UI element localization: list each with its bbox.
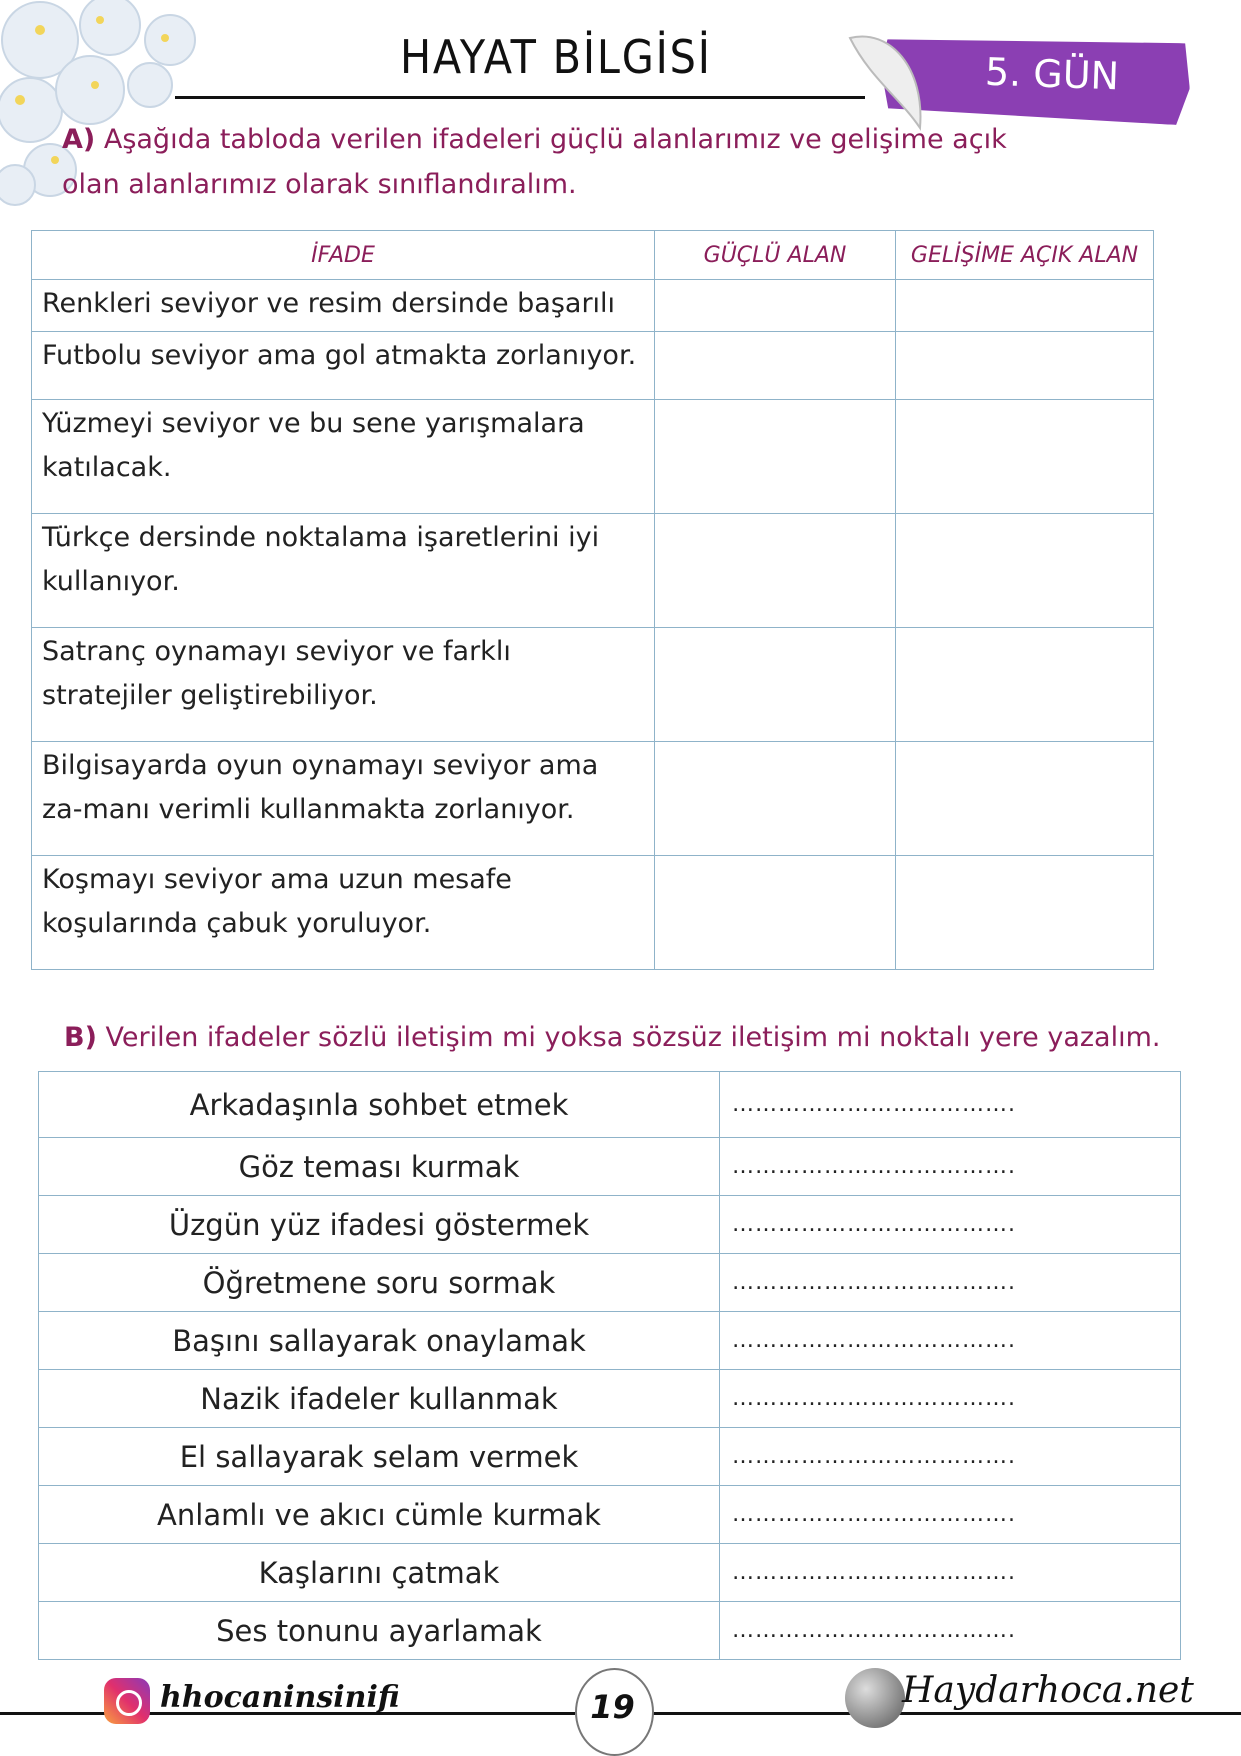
strong-answer-cell[interactable]	[655, 628, 896, 742]
section-a-instruction	[62, 117, 1012, 207]
communication-item: Göz teması kurmak	[39, 1138, 720, 1196]
communication-item: Üzgün yüz ifadesi göstermek	[39, 1196, 720, 1254]
table-row	[32, 280, 1154, 332]
table-row	[39, 1428, 1181, 1486]
expression-cell: Renkleri seviyor ve resim dersinde başarılı	[32, 280, 655, 332]
expression-cell: Koşmayı seviyor ama uzun mesafe koşularında çabuk yoruluyor.	[32, 856, 655, 970]
table-row	[32, 856, 1154, 970]
answer-blank[interactable]: ……………………………….	[720, 1312, 1181, 1370]
answer-blank[interactable]: ……………………………….	[720, 1138, 1181, 1196]
strong-answer-cell[interactable]	[655, 400, 896, 514]
table-row	[32, 332, 1154, 400]
communication-item: Kaşlarını çatmak	[39, 1544, 720, 1602]
strong-answer-cell[interactable]	[655, 280, 896, 332]
table-row	[39, 1312, 1181, 1370]
table-row	[39, 1486, 1181, 1544]
communication-item: El sallayarak selam vermek	[39, 1428, 720, 1486]
column-header-strong: GÜÇLÜ ALAN	[655, 231, 896, 280]
table-row	[32, 400, 1154, 514]
improvement-answer-cell[interactable]	[896, 332, 1154, 400]
answer-blank[interactable]: ……………………………….	[720, 1486, 1181, 1544]
table-row	[39, 1072, 1181, 1138]
communication-item: Nazik ifadeler kullanmak	[39, 1370, 720, 1428]
improvement-answer-cell[interactable]	[896, 400, 1154, 514]
answer-blank[interactable]: ……………………………….	[720, 1428, 1181, 1486]
answer-blank[interactable]: ……………………………….	[720, 1370, 1181, 1428]
title-underline	[175, 96, 865, 99]
instagram-icon-ring	[116, 1690, 142, 1716]
day-label: 5. GÜN	[984, 49, 1120, 99]
communication-item: Anlamlı ve akıcı cümle kurmak	[39, 1486, 720, 1544]
answer-blank[interactable]: ……………………………….	[720, 1072, 1181, 1138]
table-row	[39, 1138, 1181, 1196]
communication-item: Ses tonunu ayarlamak	[39, 1602, 720, 1660]
strong-answer-cell[interactable]	[655, 742, 896, 856]
improvement-answer-cell[interactable]	[896, 856, 1154, 970]
strengths-table	[31, 230, 1154, 970]
improvement-answer-cell[interactable]	[896, 742, 1154, 856]
improvement-answer-cell[interactable]	[896, 280, 1154, 332]
section-a-text: Aşağıda tabloda verilen ifadeleri güçlü alanlarımız ve gelişime açık olan alanlarımız olarak sınıflandıralım.	[62, 124, 1007, 200]
column-header-improvement: GELİŞİME AÇIK ALAN	[896, 231, 1154, 280]
table-row	[39, 1370, 1181, 1428]
communication-item: Başını sallayarak onaylamak	[39, 1312, 720, 1370]
answer-blank[interactable]: ……………………………….	[720, 1544, 1181, 1602]
strong-answer-cell[interactable]	[655, 332, 896, 400]
section-b-instruction	[64, 1015, 1164, 1060]
section-b-text: Verilen ifadeler sözlü iletişim mi yoksa sözsüz iletişim mi noktalı yere yazalım.	[105, 1022, 1161, 1053]
communication-item: Arkadaşınla sohbet etmek	[39, 1072, 720, 1138]
strong-answer-cell[interactable]	[655, 856, 896, 970]
answer-blank[interactable]: ……………………………….	[720, 1602, 1181, 1660]
expression-cell: Bilgisayarda oyun oynamayı seviyor ama za-manı verimli kullanmakta zorlanıyor.	[32, 742, 655, 856]
table-row	[32, 514, 1154, 628]
page-title: HAYAT BİLGİSİ	[400, 30, 712, 84]
table-row	[39, 1254, 1181, 1312]
strengths-table-header	[32, 231, 1154, 280]
communication-item: Öğretmene soru sormak	[39, 1254, 720, 1312]
improvement-answer-cell[interactable]	[896, 514, 1154, 628]
table-row	[39, 1544, 1181, 1602]
table-row	[32, 628, 1154, 742]
table-row	[39, 1602, 1181, 1660]
improvement-answer-cell[interactable]	[896, 628, 1154, 742]
column-header-expression: İFADE	[32, 231, 655, 280]
answer-blank[interactable]: ……………………………….	[720, 1254, 1181, 1312]
section-b-label: B)	[64, 1022, 97, 1053]
expression-cell: Yüzmeyi seviyor ve bu sene yarışmalara katılacak.	[32, 400, 655, 514]
answer-blank[interactable]: ……………………………….	[720, 1196, 1181, 1254]
website-name: Haydarhoca.net	[902, 1670, 1194, 1711]
expression-cell: Futbolu seviyor ama gol atmakta zorlanıyor.	[32, 332, 655, 400]
page-number: 19	[590, 1688, 635, 1726]
table-row	[32, 742, 1154, 856]
instagram-handle: hhocaninsinifi	[160, 1680, 400, 1715]
section-a-label: A)	[62, 124, 96, 155]
strong-answer-cell[interactable]	[655, 514, 896, 628]
globe-icon	[845, 1668, 905, 1728]
expression-cell: Türkçe dersinde noktalama işaretlerini iyi kullanıyor.	[32, 514, 655, 628]
expression-cell: Satranç oynamayı seviyor ve farklı stratejiler geliştirebiliyor.	[32, 628, 655, 742]
table-row	[39, 1196, 1181, 1254]
footer-line-right	[650, 1712, 1241, 1715]
communication-table	[38, 1071, 1181, 1660]
